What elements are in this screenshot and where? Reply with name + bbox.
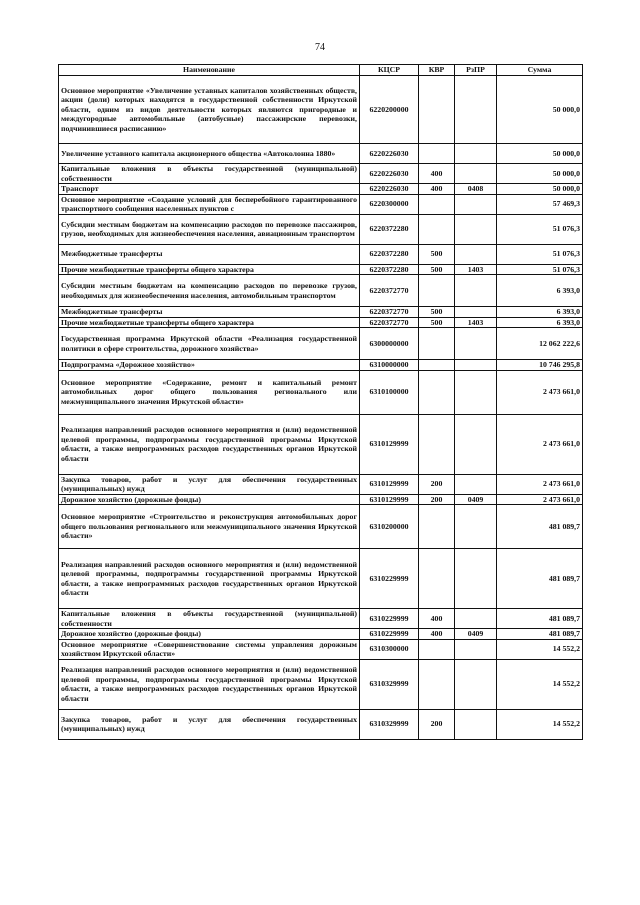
row-sum: 481 089,7 — [497, 609, 583, 629]
row-name: Субсидии местным бюджетам на компенсацию расходов по перевозке пассажиров, грузов, необходимых для жизнеобеспечения населения, авиационным транспортом — [59, 214, 360, 244]
row-kvr — [419, 360, 455, 371]
row-name: Реализация направлений расходов основного мероприятия и (или) ведомственной целевой программы, подпрограммы государственной программы Иркутской области, а также непрограммных расходов государственных органов Иркутской области — [59, 659, 360, 709]
table-header-row — [59, 65, 583, 76]
table-row — [59, 307, 583, 318]
row-sum: 51 076,3 — [497, 214, 583, 244]
row-kcsr: 6220372770 — [360, 275, 419, 307]
row-kvr: 500 — [419, 307, 455, 318]
row-kcsr: 6310329999 — [360, 659, 419, 709]
row-kvr — [419, 275, 455, 307]
row-name: Субсидии местным бюджетам на компенсацию расходов по перевозке грузов, необходимых для жизнеобеспечения населения, автомобильным транспортом — [59, 275, 360, 307]
table-row — [59, 214, 583, 244]
row-kcsr: 6220372770 — [360, 307, 419, 318]
budget-table — [58, 64, 583, 740]
row-sum: 481 089,7 — [497, 549, 583, 609]
row-kcsr: 6300000000 — [360, 328, 419, 360]
row-sum: 14 552,2 — [497, 639, 583, 659]
header-name: Наименование — [59, 65, 360, 76]
row-sum: 481 089,7 — [497, 629, 583, 640]
row-kvr: 500 — [419, 264, 455, 275]
header-sum: Сумма — [497, 65, 583, 76]
row-rzpr: 1403 — [455, 264, 497, 275]
row-rzpr — [455, 474, 497, 494]
row-sum: 51 076,3 — [497, 244, 583, 264]
row-kcsr: 6310100000 — [360, 370, 419, 414]
row-sum: 14 552,2 — [497, 709, 583, 739]
row-sum: 2 473 661,0 — [497, 474, 583, 494]
table-row — [59, 360, 583, 371]
row-rzpr — [455, 370, 497, 414]
row-kcsr: 6220372280 — [360, 264, 419, 275]
row-sum: 6 393,0 — [497, 317, 583, 328]
row-kvr — [419, 370, 455, 414]
row-kcsr: 6220200000 — [360, 76, 419, 144]
row-kvr — [419, 76, 455, 144]
table-row — [59, 414, 583, 474]
table-row — [59, 629, 583, 640]
row-sum: 2 473 661,0 — [497, 370, 583, 414]
row-rzpr — [455, 194, 497, 214]
row-kcsr: 6310229999 — [360, 629, 419, 640]
row-rzpr — [455, 275, 497, 307]
row-name: Основное мероприятие «Содержание, ремонт и капитальный ремонт автомобильных дорог общего пользования регионального или межмуниципального значения Иркутской области» — [59, 370, 360, 414]
row-rzpr — [455, 144, 497, 164]
row-kvr — [419, 414, 455, 474]
row-sum: 2 473 661,0 — [497, 494, 583, 505]
row-name: Прочие межбюджетные трансферты общего характера — [59, 317, 360, 328]
row-kvr: 400 — [419, 164, 455, 184]
row-name: Капитальные вложения в объекты государственной (муниципальной) собственности — [59, 164, 360, 184]
row-sum: 50 000,0 — [497, 144, 583, 164]
table-row — [59, 370, 583, 414]
row-name: Дорожное хозяйство (дорожные фонды) — [59, 629, 360, 640]
row-name: Государственная программа Иркутской области «Реализация государственной политики в сфере строительства, дорожного хозяйства» — [59, 328, 360, 360]
row-rzpr — [455, 214, 497, 244]
header-rzpr: РзПР — [455, 65, 497, 76]
row-kcsr: 6220372280 — [360, 244, 419, 264]
row-name: Межбюджетные трансферты — [59, 307, 360, 318]
row-kvr: 500 — [419, 244, 455, 264]
row-kvr — [419, 639, 455, 659]
row-name: Дорожное хозяйство (дорожные фонды) — [59, 494, 360, 505]
table-row — [59, 639, 583, 659]
row-kcsr: 6310300000 — [360, 639, 419, 659]
table-row — [59, 244, 583, 264]
row-kcsr: 6310129999 — [360, 414, 419, 474]
row-kvr — [419, 214, 455, 244]
row-rzpr — [455, 76, 497, 144]
table-row — [59, 76, 583, 144]
row-kcsr: 6310000000 — [360, 360, 419, 371]
row-sum: 51 076,3 — [497, 264, 583, 275]
row-kvr: 500 — [419, 317, 455, 328]
row-name: Закупка товаров, работ и услуг для обеспечения государственных (муниципальных) нужд — [59, 474, 360, 494]
row-rzpr — [455, 709, 497, 739]
header-kvr: КВР — [419, 65, 455, 76]
table-row — [59, 505, 583, 549]
row-rzpr: 0408 — [455, 184, 497, 195]
row-name: Закупка товаров, работ и услуг для обеспечения государственных (муниципальных) нужд — [59, 709, 360, 739]
row-name: Прочие межбюджетные трансферты общего характера — [59, 264, 360, 275]
row-rzpr: 1403 — [455, 317, 497, 328]
row-kcsr: 6310129999 — [360, 494, 419, 505]
table-row — [59, 494, 583, 505]
row-kvr — [419, 549, 455, 609]
row-sum: 50 000,0 — [497, 184, 583, 195]
row-kvr — [419, 659, 455, 709]
row-name: Реализация направлений расходов основного мероприятия и (или) ведомственной целевой программы, подпрограммы государственной программы Иркутской области, а также непрограммных расходов государственных органов Иркутской области — [59, 414, 360, 474]
row-kvr — [419, 328, 455, 360]
table-row — [59, 709, 583, 739]
row-kvr: 400 — [419, 184, 455, 195]
row-rzpr — [455, 244, 497, 264]
table-row — [59, 328, 583, 360]
row-sum: 2 473 661,0 — [497, 414, 583, 474]
row-kcsr: 6220372770 — [360, 317, 419, 328]
row-kvr — [419, 194, 455, 214]
row-rzpr — [455, 639, 497, 659]
row-kcsr: 6310229999 — [360, 549, 419, 609]
row-name: Межбюджетные трансферты — [59, 244, 360, 264]
row-kvr — [419, 144, 455, 164]
row-sum: 12 062 222,6 — [497, 328, 583, 360]
row-kcsr: 6310129999 — [360, 474, 419, 494]
table-row — [59, 317, 583, 328]
row-sum: 6 393,0 — [497, 275, 583, 307]
row-rzpr — [455, 414, 497, 474]
row-sum: 10 746 295,8 — [497, 360, 583, 371]
table-row — [59, 144, 583, 164]
row-kvr: 400 — [419, 609, 455, 629]
table-body — [59, 76, 583, 740]
row-kvr — [419, 505, 455, 549]
page-number: 74 — [315, 42, 325, 53]
row-sum: 57 469,3 — [497, 194, 583, 214]
row-sum: 50 000,0 — [497, 164, 583, 184]
row-kcsr: 6220372280 — [360, 214, 419, 244]
row-kcsr: 6220226030 — [360, 164, 419, 184]
row-rzpr — [455, 549, 497, 609]
row-rzpr: 0409 — [455, 494, 497, 505]
row-rzpr — [455, 360, 497, 371]
row-name: Подпрограмма «Дорожное хозяйство» — [59, 360, 360, 371]
table-row — [59, 549, 583, 609]
row-kvr: 200 — [419, 709, 455, 739]
row-name: Основное мероприятие «Строительство и реконструкция автомобильных дорог общего пользования регионального или межмуниципального значения Иркутской области» — [59, 505, 360, 549]
row-kcsr: 6220226030 — [360, 144, 419, 164]
table-row — [59, 264, 583, 275]
table-row — [59, 659, 583, 709]
row-kvr: 200 — [419, 494, 455, 505]
row-kvr: 400 — [419, 629, 455, 640]
table-row — [59, 184, 583, 195]
row-name: Транспорт — [59, 184, 360, 195]
row-name: Основное мероприятие «Совершенствование системы управления дорожным хозяйством Иркутской области» — [59, 639, 360, 659]
row-sum: 50 000,0 — [497, 76, 583, 144]
row-rzpr — [455, 328, 497, 360]
table-row — [59, 609, 583, 629]
row-kcsr: 6310200000 — [360, 505, 419, 549]
header-kcsr: КЦСР — [360, 65, 419, 76]
row-kvr: 200 — [419, 474, 455, 494]
table-row — [59, 474, 583, 494]
row-rzpr — [455, 609, 497, 629]
row-name: Основное мероприятие «Создание условий для бесперебойного гарантированного транспортного сообщения населенных пунктов с — [59, 194, 360, 214]
row-kcsr: 6220226030 — [360, 184, 419, 195]
row-name: Увеличение уставного капитала акционерного общества «Автоколонна 1880» — [59, 144, 360, 164]
row-sum: 6 393,0 — [497, 307, 583, 318]
row-rzpr — [455, 164, 497, 184]
row-kcsr: 6310229999 — [360, 609, 419, 629]
row-name: Капитальные вложения в объекты государственной (муниципальной) собственности — [59, 609, 360, 629]
row-rzpr — [455, 307, 497, 318]
row-name: Реализация направлений расходов основного мероприятия и (или) ведомственной целевой программы, подпрограммы государственной программы Иркутской области, а также непрограммных расходов государственных органов Иркутской области — [59, 549, 360, 609]
row-rzpr — [455, 505, 497, 549]
table-row — [59, 194, 583, 214]
row-rzpr — [455, 659, 497, 709]
table-row — [59, 164, 583, 184]
row-name: Основное мероприятие «Увеличение уставных капиталов хозяйственных обществ, акции (доли) которых находятся в государственной собственности Иркутской области, одним из видов деятельности которых являются пригородные и междугородные автомобильные (автобусные) пассажирские перевозки, подчинившиеся расписанию» — [59, 76, 360, 144]
row-sum: 14 552,2 — [497, 659, 583, 709]
row-sum: 481 089,7 — [497, 505, 583, 549]
row-kcsr: 6220300000 — [360, 194, 419, 214]
table-row — [59, 275, 583, 307]
row-kcsr: 6310329999 — [360, 709, 419, 739]
row-rzpr: 0409 — [455, 629, 497, 640]
